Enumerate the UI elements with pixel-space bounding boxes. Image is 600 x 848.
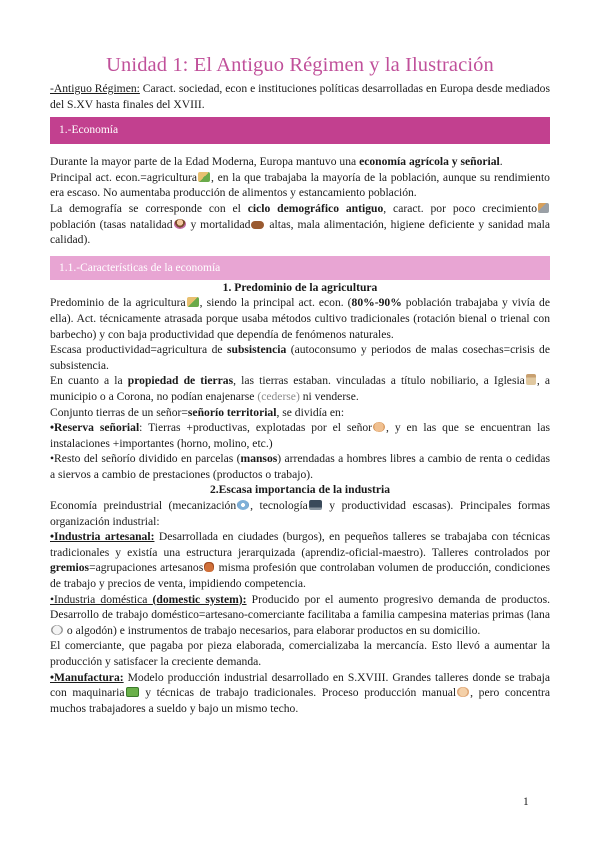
church-icon — [526, 374, 536, 385]
heading-agricultura: 1. Predominio de la agricultura — [222, 280, 378, 294]
farmer-icon — [187, 297, 199, 307]
hand-icon — [457, 687, 469, 697]
gear-icon — [237, 500, 249, 510]
agri-paragraph-6: •Resto del señorío dividido en parcelas (mansos) arrendadas a hombres libres a cambio de renta o cedidas a siervos a cambio de prestaciones (productos o trabajo). — [50, 452, 551, 481]
section-header-economia: 1.-Economía — [50, 117, 550, 144]
ind-paragraph-3: •Industria doméstica (domestic system): Producido por el aumento progresivo demanda de productos. Desarrollo de trabajo doméstico=artesano-comerciante facilitaba a familia campesina materias primas (lana o algodón) e instrumentos de trabajo necesarios, para elaborar productos en su domicilio. — [50, 592, 550, 637]
computer-icon — [309, 500, 322, 510]
document-page — [50, 0, 550, 716]
tools-icon — [538, 203, 549, 213]
ind-paragraph-4: El comerciante, que pagaba por pieza elaborada, comercializaba la mercancía. Esto llevó a aumentar la producción y satisfacer la creciente demanda. — [50, 639, 550, 668]
agri-paragraph-5: •Reserva señorial: Tierras +productivas, explotadas por el señor , y en las que se encuentran las instalaciones +importantes (horno, molino, etc.) — [50, 421, 550, 450]
section-header-caracteristicas: 1.1.-Características de la economía — [50, 256, 550, 280]
ind-paragraph-1: Economía preindustrial (mecanización , tecnología y productividad escasas). Principales formas organización industrial: — [50, 499, 550, 528]
lord-face-icon — [373, 422, 385, 432]
vase-icon — [204, 562, 214, 572]
coffin-icon — [251, 221, 264, 229]
baby-icon — [174, 219, 186, 229]
intro-paragraph: -Antiguo Régimen: Caract. sociedad, econ e instituciones políticas desarrolladas en Europa desde mediados del S.XV hasta finales del XVIII. — [50, 82, 550, 111]
agri-paragraph-3: En cuanto a la propiedad de tierras, las tierras estaban. vinculadas a título nobiliario, a Iglesia , a municipio o a Corona, no podían enajenarse (cederse) ni venderse. — [50, 374, 550, 403]
heading-industria: 2.Escasa importancia de la industria — [209, 483, 391, 497]
page-number: 1 — [523, 796, 529, 808]
agri-paragraph-2: Escasa productividad=agricultura de subsistencia (autoconsumo y periodos de malas cosechas=crisis de subsistencia. — [50, 343, 551, 372]
sheep-icon — [51, 625, 63, 635]
unit-title: Unidad 1: El Antiguo Régimen y la Ilustración — [106, 54, 494, 76]
econ-paragraph-3: La demografía se corresponde con el ciclo demográfico antiguo, caract. por poco crecimiento población (tasas natalidad y mortalidad altas, mala alimentación, higiene deficiente y sanidad mala calidad). — [50, 201, 550, 247]
agri-paragraph-4: Conjunto tierras de un señor=señorío territorial, se dividía en: — [50, 405, 345, 419]
econ-paragraph-2: Principal act. econ.=agricultura , en la que trabajaba la mayoría de la población, aunque su rendimiento era escaso. No aumentaba producción de alimentos y estancamiento población. — [50, 170, 550, 200]
econ-paragraph-1: Durante la mayor parte de la Edad Moderna, Europa mantuvo una economía agrícola y señorial. — [50, 155, 503, 169]
intro-term: -Antiguo Régimen: — [50, 82, 140, 95]
agri-paragraph-1: Predominio de la agricultura , siendo la principal act. econ. (80%-90% población trabajaba y vivía de ella). Act. técnicamente atrasada porque usaba métodos cultivo tradicionales (rotación bienal o trienal con barbecho) y con baja productividad que dependía de fenómenos naturales. — [50, 296, 550, 341]
farmer-icon — [198, 172, 210, 182]
ind-paragraph-5: •Manufactura: Modelo producción industrial desarrollado en S.XVIII. Grandes talleres donde se trabaja con maquinaria y técnicas de trabajo tradicionales. Proceso producción manual , pero concentra muchos trabajadores a sueldo y bajo un mismo techo. — [50, 670, 550, 715]
machinery-icon — [126, 687, 139, 697]
ind-paragraph-2: •Industria artesanal: Desarrollada en ciudades (burgos), en pequeños talleres se trabajaba con técnicas tradicionales y existía una estructura jerarquizada (aprendiz-oficial-maestro). Talleres controlados por gremios=agrupaciones artesanos misma profesión que controlaban volumen de producción, condiciones de trabajo y precios de venta, impidiendo competencia. — [50, 530, 551, 591]
